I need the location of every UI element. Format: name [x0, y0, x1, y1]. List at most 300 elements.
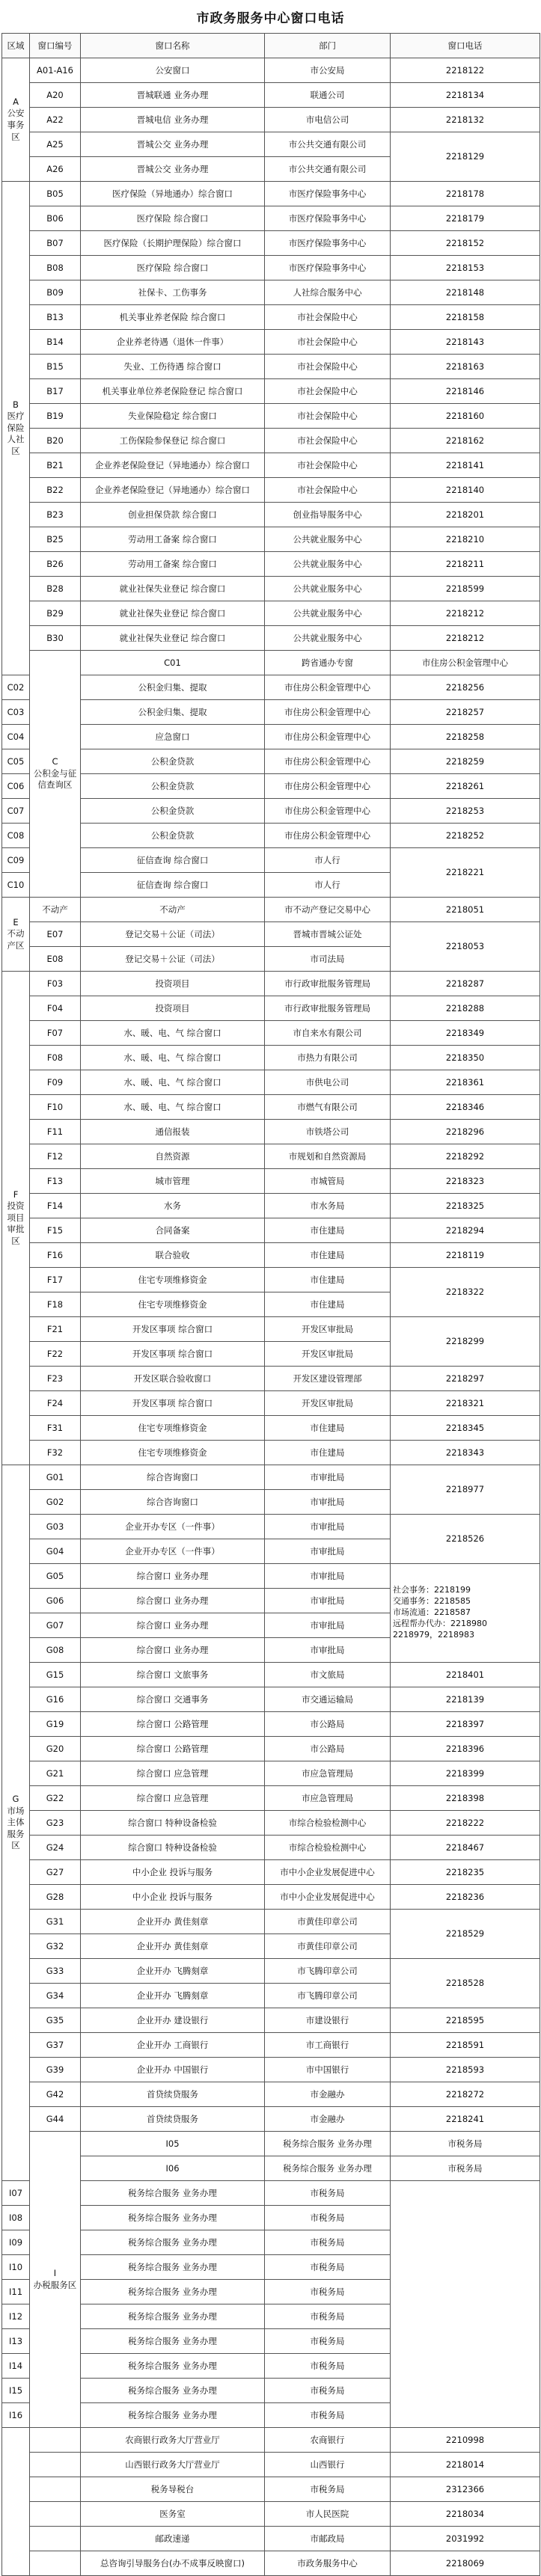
window-no-cell: C01: [81, 651, 265, 675]
department-cell: 市飞腾印章公司: [265, 1959, 391, 1984]
window-no-cell: F14: [30, 1194, 81, 1218]
department-cell: 市人民医院: [265, 2502, 391, 2527]
window-no-cell: G27: [30, 1860, 81, 1885]
phone-cell: 2218211: [391, 552, 540, 577]
window-name-cell: 失业保险稳定 综合窗口: [81, 404, 265, 429]
window-name-cell: 公积金贷款: [81, 799, 265, 824]
table-row: [2, 256, 540, 280]
table-row: [2, 1465, 540, 1490]
phone-cell: 2218350: [391, 1046, 540, 1070]
department-cell: 市行政审批服务管理局: [265, 972, 391, 996]
table-row: [2, 2527, 540, 2551]
table-row: [2, 749, 540, 774]
phone-cell: 2218322: [391, 1268, 540, 1317]
window-no-cell: G15: [30, 1663, 81, 1687]
table-row: [2, 1169, 540, 1194]
window-name-cell: 企业开办 建设银行: [81, 2008, 265, 2033]
department-cell: 市热力有限公司: [265, 1046, 391, 1070]
department-cell: 市应急管理局: [265, 1761, 391, 1786]
department-cell: 创业指导服务中心: [265, 503, 391, 527]
window-no-cell: G08: [30, 1638, 81, 1663]
window-no-cell: C08: [2, 824, 30, 848]
window-name-cell: 综合窗口 应急管理: [81, 1786, 265, 1811]
zone-cell: C 公积金与征信查询区: [30, 651, 81, 898]
department-cell: 市住建局: [265, 1218, 391, 1243]
department-cell: 市社会保险中心: [265, 429, 391, 453]
window-no-cell: I05: [81, 2132, 265, 2156]
window-no-cell: G24: [30, 1836, 81, 1860]
window-no-cell: I13: [2, 2329, 30, 2354]
window-no-cell: C07: [2, 799, 30, 824]
window-name-cell: 社保卡、工伤事务: [81, 280, 265, 305]
window-name-cell: 中小企业 投诉与服务: [81, 1885, 265, 1910]
phone-cell: 2218212: [391, 601, 540, 626]
department-cell: 市社会保险中心: [265, 453, 391, 478]
window-name-cell: 应急窗口: [81, 725, 265, 749]
window-no-cell: A01-A16: [30, 58, 81, 83]
zone-cell: G 市场主体服务区: [2, 1465, 30, 2181]
window-name-cell: 登记交易＋公证（司法）: [81, 947, 265, 972]
table-row: [2, 83, 540, 108]
department-cell: 市审批局: [265, 1539, 391, 1564]
table-row: [2, 2428, 540, 2453]
window-name-cell: 公积金贷款: [81, 749, 265, 774]
table-row: [2, 330, 540, 355]
table-row: [2, 404, 540, 429]
window-name-cell: 工伤保险参保登记 综合窗口: [81, 429, 265, 453]
phone-cell: 2218343: [391, 1441, 540, 1465]
table-row: [2, 132, 540, 157]
window-name-cell: 企业开办 飞腾刻章: [81, 1959, 265, 1984]
phone-cell: 2218287: [391, 972, 540, 996]
table-row: [2, 1786, 540, 1811]
window-no-cell: A26: [30, 157, 81, 182]
window-no-cell: F03: [30, 972, 81, 996]
table-row: [2, 2033, 540, 2058]
window-no-cell: I10: [2, 2255, 30, 2280]
window-name-cell: 总咨询引导服务台(办不成事反映窗口): [81, 2551, 265, 2576]
window-name-cell: 中小企业 投诉与服务: [81, 1860, 265, 1885]
window-name-cell: 公积金归集、提取: [81, 675, 265, 700]
window-no-cell: B07: [30, 231, 81, 256]
department-cell: 市黄佳印章公司: [265, 1910, 391, 1934]
phone-cell: 2218140: [391, 478, 540, 503]
phone-cell: 2218401: [391, 1663, 540, 1687]
department-cell: 市税务局: [265, 2403, 391, 2428]
department-cell: 市公路局: [265, 1737, 391, 1761]
window-name-cell: 住宅专项维修资金: [81, 1416, 265, 1441]
window-no-cell: A25: [30, 132, 81, 157]
phone-cell: 2218528: [391, 1959, 540, 2008]
department-cell: 市飞腾印章公司: [265, 1984, 391, 2008]
phone-cell: 2218146: [391, 379, 540, 404]
table-row: [2, 2502, 540, 2527]
zone-cell: F 投资项目审批区: [2, 972, 30, 1465]
department-cell: 市公路局: [265, 1712, 391, 1737]
table-row: [2, 1959, 540, 1984]
phone-cell: 社会事务：2218199 交通事务：2218585 市场流通：2218587 远程帮办代办：2218980 2218979，2218983: [391, 1564, 540, 1663]
window-name-cell: 综合窗口 业务办理: [81, 1564, 265, 1589]
window-name-cell: 企业养老保险登记（异地通办）综合窗口: [81, 453, 265, 478]
department-cell: 市税务局: [391, 2132, 540, 2156]
phone-cell: 2218014: [391, 2453, 540, 2477]
phone-cell: 2218259: [391, 749, 540, 774]
window-no-cell: 不动产: [30, 898, 81, 922]
phone-cell: 2218034: [391, 2502, 540, 2527]
table-row: [2, 1712, 540, 1737]
phone-cell: 2218593: [391, 2058, 540, 2082]
window-no-cell: G37: [30, 2033, 81, 2058]
table-row: [2, 2230, 540, 2255]
department-cell: 公共就业服务中心: [265, 626, 391, 651]
department-cell: 市税务局: [265, 2181, 391, 2206]
window-name-cell: 综合窗口 文旅事务: [81, 1663, 265, 1687]
table-row: [2, 1046, 540, 1070]
phone-cell: 2218399: [391, 1761, 540, 1786]
department-cell: 市综合检验检测中心: [265, 1836, 391, 1860]
header-window-name: 窗口名称: [81, 34, 265, 58]
table-row: [2, 2403, 540, 2428]
phone-cell: 2218139: [391, 1687, 540, 1712]
window-no-cell: B15: [30, 355, 81, 379]
department-cell: 市行政审批服务管理局: [265, 996, 391, 1021]
window-no-cell: B06: [30, 206, 81, 231]
window-no-cell: F11: [30, 1120, 81, 1144]
department-cell: 市审批局: [265, 1515, 391, 1539]
window-no-cell: B19: [30, 404, 81, 429]
department-cell: 市税务局: [265, 2354, 391, 2379]
window-name-cell: 税务综合服务 业务办理: [265, 2132, 391, 2156]
window-no-cell: F13: [30, 1169, 81, 1194]
table-row: [2, 1663, 540, 1687]
table-row: [2, 108, 540, 132]
department-cell: 市住建局: [265, 1243, 391, 1268]
phone-cell: 2218252: [391, 824, 540, 848]
window-no-cell: B26: [30, 552, 81, 577]
phone-cell: 2218529: [391, 1910, 540, 1959]
department-cell: 市社会保险中心: [265, 478, 391, 503]
table-row: [2, 1441, 540, 1465]
department-cell: 公共就业服务中心: [265, 527, 391, 552]
window-no-cell: B30: [30, 626, 81, 651]
table-row: [2, 1218, 540, 1243]
table-row: [2, 2058, 540, 2082]
window-no-cell: F32: [30, 1441, 81, 1465]
phone-cell: 2218160: [391, 404, 540, 429]
window-name-cell: 开发区事项 综合窗口: [81, 1391, 265, 1416]
table-row: [2, 2379, 540, 2403]
department-cell: 市审批局: [265, 1589, 391, 1613]
department-cell: 市税务局: [265, 2477, 391, 2502]
table-row: [2, 1416, 540, 1441]
window-no-cell: F17: [30, 1268, 81, 1292]
department-cell: 公共就业服务中心: [265, 601, 391, 626]
window-no-cell: G33: [30, 1959, 81, 1984]
phone-cell: 2218236: [391, 1885, 540, 1910]
window-no-cell: G07: [30, 1613, 81, 1638]
window-name-cell: 企业开办 黄佳刻章: [81, 1934, 265, 1959]
phone-cell: 2218134: [391, 83, 540, 108]
phone-cell: 2218595: [391, 2008, 540, 2033]
window-name-cell: 就业社保失业登记 综合窗口: [81, 601, 265, 626]
phone-cell: 2218143: [391, 330, 540, 355]
phone-cell: 2218396: [391, 1737, 540, 1761]
department-cell: 市医疗保险事务中心: [265, 256, 391, 280]
window-name-cell: 晋城公交 业务办理: [81, 132, 265, 157]
window-no-cell: F07: [30, 1021, 81, 1046]
window-no-cell: C09: [2, 848, 30, 873]
department-cell: 市综合检验检测中心: [265, 1811, 391, 1836]
table-row: [2, 1144, 540, 1169]
phone-cell: 2218148: [391, 280, 540, 305]
window-no-cell: B25: [30, 527, 81, 552]
window-no-cell: [30, 2551, 81, 2576]
table-row: [2, 206, 540, 231]
table-row: [2, 2354, 540, 2379]
window-no-cell: F16: [30, 1243, 81, 1268]
window-name-cell: 税务综合服务 业务办理: [81, 2304, 265, 2329]
department-cell: 市税务局: [265, 2304, 391, 2329]
window-no-cell: F04: [30, 996, 81, 1021]
table-row: [2, 651, 540, 675]
window-no-cell: A20: [30, 83, 81, 108]
phone-cell: 2218132: [391, 108, 540, 132]
department-cell: 市医疗保险事务中心: [265, 231, 391, 256]
window-no-cell: B08: [30, 256, 81, 280]
table-row: [2, 2280, 540, 2304]
department-cell: 市税务局: [265, 2206, 391, 2230]
window-no-cell: G32: [30, 1934, 81, 1959]
window-no-cell: I12: [2, 2304, 30, 2329]
table-row: [2, 577, 540, 601]
window-name-cell: 公积金贷款: [81, 774, 265, 799]
phone-cell: 2218325: [391, 1194, 540, 1218]
window-name-cell: 公积金贷款: [81, 824, 265, 848]
phone-cell: 2218323: [391, 1169, 540, 1194]
window-name-cell: 联合验收: [81, 1243, 265, 1268]
phone-cell: 2218221: [391, 848, 540, 898]
table-row: [2, 1095, 540, 1120]
page-title: 市政务服务中心窗口电话: [196, 10, 345, 26]
zone-cell: A 公安事务区: [2, 58, 30, 182]
window-no-cell: F08: [30, 1046, 81, 1070]
department-cell: 市住房公积金管理中心: [265, 725, 391, 749]
phone-cell: 2218122: [391, 58, 540, 83]
table-row: [2, 601, 540, 626]
zone-cell: [2, 2428, 30, 2576]
phone-cell: 2218162: [391, 429, 540, 453]
table-row: [2, 552, 540, 577]
phone-cell: 2218222: [391, 1811, 540, 1836]
department-cell: 开发区审批局: [265, 1317, 391, 1342]
window-name-cell: 不动产: [81, 898, 265, 922]
window-name-cell: 税务综合服务 业务办理: [81, 2354, 265, 2379]
window-name-cell: 创业担保贷款 综合窗口: [81, 503, 265, 527]
window-no-cell: G22: [30, 1786, 81, 1811]
phone-cell: 2218261: [391, 774, 540, 799]
window-name-cell: 企业养老待遇（退休一件事）: [81, 330, 265, 355]
phone-cell: 2218292: [391, 1144, 540, 1169]
department-cell: 晋城市晋城公证处: [265, 922, 391, 947]
table-row: [2, 1391, 540, 1416]
table-row: [2, 774, 540, 799]
window-no-cell: F24: [30, 1391, 81, 1416]
department-cell: 市住建局: [265, 1268, 391, 1292]
window-name-cell: 企业开办 中国银行: [81, 2058, 265, 2082]
department-cell: 市司法局: [265, 947, 391, 972]
window-name-cell: 税务综合服务 业务办理: [81, 2230, 265, 2255]
department-cell: 市社会保险中心: [265, 305, 391, 330]
table-row: [2, 2329, 540, 2354]
window-name-cell: 综合窗口 特种设备检验: [81, 1811, 265, 1836]
table-row: [2, 1317, 540, 1342]
department-cell: 市邮政局: [265, 2527, 391, 2551]
phone-cell: 2218053: [391, 922, 540, 972]
phone-cell: 2218212: [391, 626, 540, 651]
phone-cell: 2218397: [391, 1712, 540, 1737]
phone-cell: 2218210: [391, 527, 540, 552]
window-no-cell: C03: [2, 700, 30, 725]
window-no-cell: G21: [30, 1761, 81, 1786]
window-name-cell: 住宅专项维修资金: [81, 1441, 265, 1465]
window-name-cell: 就业社保失业登记 综合窗口: [81, 577, 265, 601]
table-row: [2, 922, 540, 947]
table-row: [2, 996, 540, 1021]
window-no-cell: I15: [2, 2379, 30, 2403]
phone-cell: 2218152: [391, 231, 540, 256]
window-no-cell: G31: [30, 1910, 81, 1934]
table-row: [2, 1367, 540, 1391]
department-cell: 市住房公积金管理中心: [265, 799, 391, 824]
zone-cell: I 办税服务区: [30, 2132, 81, 2428]
window-no-cell: [30, 2477, 81, 2502]
phone-cell: 2218158: [391, 305, 540, 330]
phone-cell: 2218349: [391, 1021, 540, 1046]
window-name-cell: 税务综合服务 业务办理: [81, 2403, 265, 2428]
phone-cell: 2218256: [391, 675, 540, 700]
window-name-cell: 山西银行政务大厅营业厅: [81, 2453, 265, 2477]
window-no-cell: G34: [30, 1984, 81, 2008]
window-no-cell: I08: [2, 2206, 30, 2230]
window-no-cell: B05: [30, 182, 81, 206]
phone-cell: 2218179: [391, 206, 540, 231]
phone-cell: 2218119: [391, 1243, 540, 1268]
window-name-cell: 综合咨询窗口: [81, 1490, 265, 1515]
window-no-cell: G06: [30, 1589, 81, 1613]
phone-cell: 2218201: [391, 503, 540, 527]
table-row: [2, 2477, 540, 2502]
phone-cell: 2218321: [391, 1391, 540, 1416]
window-name-cell: 机关事业单位养老保险登记 综合窗口: [81, 379, 265, 404]
window-name-cell: 农商银行政务大厅营业厅: [81, 2428, 265, 2453]
window-name-cell: 医疗保险 综合窗口: [81, 206, 265, 231]
department-cell: 市审批局: [265, 1564, 391, 1589]
table-row: [2, 1687, 540, 1712]
window-name-cell: 开发区联合验收窗口: [81, 1367, 265, 1391]
department-cell: 市税务局: [265, 2280, 391, 2304]
phone-cell: 2218257: [391, 700, 540, 725]
department-cell: 市住建局: [265, 1441, 391, 1465]
phone-cell: 2218258: [391, 725, 540, 749]
phone-cell: 2218599: [391, 577, 540, 601]
table-row: [2, 58, 540, 83]
department-cell: 市医疗保险事务中心: [265, 182, 391, 206]
window-no-cell: I11: [2, 2280, 30, 2304]
window-name-cell: 水、暖、电、气 综合窗口: [81, 1070, 265, 1095]
table-row: [2, 1268, 540, 1292]
window-no-cell: C02: [2, 675, 30, 700]
window-name-cell: 税务综合服务 业务办理: [81, 2181, 265, 2206]
window-name-cell: 跨省通办专窗: [265, 651, 391, 675]
department-cell: 市中国银行: [265, 2058, 391, 2082]
department-cell: 开发区审批局: [265, 1391, 391, 1416]
table-row: [2, 898, 540, 922]
window-no-cell: [30, 2453, 81, 2477]
table-row: [2, 725, 540, 749]
window-name-cell: 企业开办 黄佳刻章: [81, 1910, 265, 1934]
department-cell: 市工商银行: [265, 2033, 391, 2058]
table-row: [2, 1194, 540, 1218]
window-name-cell: 住宅专项维修资金: [81, 1268, 265, 1292]
table-row: [2, 2181, 540, 2206]
department-cell: 市文旅局: [265, 1663, 391, 1687]
window-name-cell: 开发区事项 综合窗口: [81, 1317, 265, 1342]
window-name-cell: 征信查询 综合窗口: [81, 848, 265, 873]
window-name-cell: 水、暖、电、气 综合窗口: [81, 1021, 265, 1046]
department-cell: 市交通运输局: [265, 1687, 391, 1712]
department-cell: 市社会保险中心: [265, 404, 391, 429]
window-name-cell: 合同备案: [81, 1218, 265, 1243]
window-no-cell: A22: [30, 108, 81, 132]
table-row: [2, 2107, 540, 2132]
department-cell: 市医疗保险事务中心: [265, 206, 391, 231]
window-no-cell: G35: [30, 2008, 81, 2033]
table-row: [2, 1836, 540, 1860]
department-cell: 市住房公积金管理中心: [265, 824, 391, 848]
window-no-cell: I14: [2, 2354, 30, 2379]
window-name-cell: 税务综合服务 业务办理: [81, 2255, 265, 2280]
department-cell: 市税务局: [391, 2156, 540, 2181]
phone-cell: 2031992: [391, 2527, 540, 2551]
window-name-cell: 公安窗口: [81, 58, 265, 83]
window-no-cell: C06: [2, 774, 30, 799]
window-no-cell: C10: [2, 873, 30, 898]
window-no-cell: F15: [30, 1218, 81, 1243]
phone-cell: 2218178: [391, 182, 540, 206]
department-cell: 市政务服务中心: [265, 2551, 391, 2576]
window-no-cell: B14: [30, 330, 81, 355]
department-cell: 开发区审批局: [265, 1342, 391, 1367]
table-row: [2, 1120, 540, 1144]
department-cell: 山西银行: [265, 2453, 391, 2477]
department-cell: 市自来水有限公司: [265, 1021, 391, 1046]
table-row: [2, 1885, 540, 1910]
department-cell: 市住建局: [265, 1292, 391, 1317]
window-name-cell: 综合窗口 业务办理: [81, 1589, 265, 1613]
window-name-cell: 邮政速递: [81, 2527, 265, 2551]
department-cell: 市社会保险中心: [265, 379, 391, 404]
phone-cell: 2218467: [391, 1836, 540, 1860]
window-no-cell: G02: [30, 1490, 81, 1515]
table-row: [2, 1737, 540, 1761]
phone-cell: 2218129: [391, 132, 540, 182]
department-cell: 市公共交通有限公司: [265, 157, 391, 182]
department-cell: 市人行: [265, 848, 391, 873]
table-row: [2, 1515, 540, 1539]
window-name-cell: 机关事业养老保险 综合窗口: [81, 305, 265, 330]
window-no-cell: G01: [30, 1465, 81, 1490]
department-cell: 市审批局: [265, 1638, 391, 1663]
